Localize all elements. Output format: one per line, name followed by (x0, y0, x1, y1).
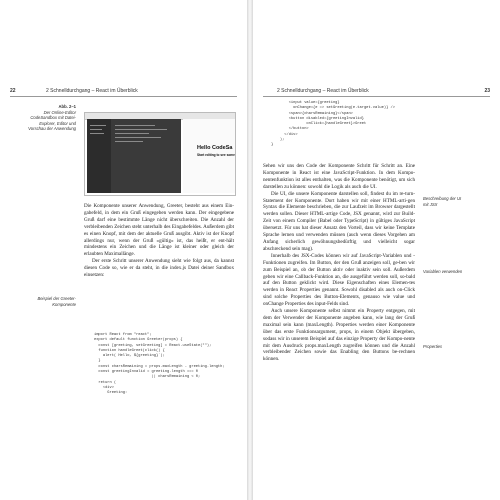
code-listing-left (94, 333, 225, 397)
code-line: alert( Hello, ${greeting}`); (94, 354, 165, 359)
code-line: <div> (94, 385, 114, 390)
editor-code-line (115, 141, 143, 142)
chapter-title: 2 Schnelldurchgang – React im Überblick (277, 88, 369, 94)
code-line: export default function Greeter(props) { (94, 338, 183, 343)
paragraph: Die Komponente unserer Anwendung, Greeter, besteht aus einem Ein-gabefeld, in dem ein Gruß eingegeben werden kann. Der eingegebene Gruß darf eine bestimmte Länge nicht überschreiten. Die Anzahl der verbleibenden Zeichen steht unterhalb des Eingabefeldes. Außerdem gibt es einen Knopf, mit dem der aktuelle Gruß ausgibt. Aktiv ist der Knopf allerdings nur, wenn der Gruß »gültig« ist, das heißt, er ent-hält mindestens ein Zeichen und die Länge ist kleiner oder gleich der erlaubten Maximallänge. (84, 203, 234, 258)
left-body-text (84, 203, 234, 279)
editor-code-line (115, 133, 149, 134)
sidenote-properties: Properties (423, 344, 443, 349)
sidenote-variables: Variablen verwenden (423, 269, 463, 274)
code-line: } (94, 359, 101, 364)
chapter-title: 2 Schnelldurchgang – React im Überblick (46, 88, 138, 94)
code-listing-right (271, 101, 395, 149)
explorer-line (90, 129, 102, 130)
left-page (0, 0, 247, 500)
preview-title: Hello CodeSa (197, 145, 233, 151)
code-line: } (271, 143, 274, 148)
paragraph: Auch unsere Komponente selbst nimmt ein Property entgegen, mit dem der Verwender der Komponente angeben kann, wie lang der Gruß maximal sein kann (maxLength). Properties werden einer Komponente über das erste Funktionsargument, props, in einem Objekt übergeben, sodass wir in unserem Beispiel auf das einzige Property der Kompo-nente mit dem Ausdruck props.maxLength zugreifen können und die Anzahl verbleibender Zeichen sowie das Enabling den Buttons be-rechnen können. (263, 308, 415, 363)
explorer-line (90, 133, 104, 134)
code-line: onClick={handleGreet}>Greet (271, 122, 367, 127)
page-number: 23 (484, 88, 490, 94)
code-line: ); (271, 138, 285, 143)
caption-line: Vorschau der Anwendung (28, 126, 76, 132)
figure-caption (10, 104, 76, 132)
right-body-text (263, 163, 415, 363)
code-line: import React from "react"; (94, 333, 152, 337)
code-line: onChange={e => setGreeting(e.target.value)} /> (271, 106, 395, 111)
paragraph: Die UI, die unsere Komponente darstellen soll, findest du im re-turn-Statement der Komponente. Dort haben wir mit einer HTML-arti-gen Syntax die Elemente beschrieben, die zur Laufzeit im Browser dargestellt werden sollen. Dieser HTML-artige Code, JSX genannt, wird zur Build-Zeit von einem Compiler (Babel oder TypeScript) in gültiges JavaScript übersetzt. Für uns hat dieser Ansatz den Vorteil, dass wir keine Template Sprache lernen und verwenden müssen (auch wenn dieses Vorgehen am Anfang sicherlich gewöhnungsbedürftig und vielleicht sogar abschreckend sein mag). (263, 190, 415, 252)
sidenote-jsx: Beschreibung der UI mit JSX (423, 196, 462, 207)
codesandbox-screenshot (84, 112, 236, 196)
right-page (253, 0, 500, 500)
code-line: <input value={greeting} (271, 101, 340, 105)
caption-line: Der Online-Editor (43, 109, 76, 115)
sidenote-greeter-example: Beispiel der Greeter- Komponente (37, 296, 76, 307)
code-line: <span>{charsRemaining}</span> (271, 111, 353, 116)
code-line: function handleGreet(click() { (94, 348, 165, 353)
paragraph: Innerhalb des JSX-Codes können wir auf JavaScript-Variablen und -Funktionen zugreifen. Im Button, der den Gruß anzeigen soll, ge-ben wir zum Beispiel an, ob der Button aktiv oder inaktiv sein soll. Außerdem geben wir eine Callback-Funktion an, die ausgeführt werden soll, so-bald auf den Button geklickt wird. Diese Eigenschaften eines Elemen-tes werden in React Properties genannt. Sowohl disabled als auch on-Click sind solche Properties des Button-Elements, genauso wie value und onChange Properties des input-Felds sind. (263, 252, 415, 308)
header-rule (10, 96, 237, 97)
code-line: <button disabled={greetingInvalid} (271, 116, 364, 121)
code-line: Greeting: (94, 391, 128, 396)
editor-code-line (115, 129, 167, 130)
code-line: </div> (271, 132, 298, 137)
figure-label: Abb. 2–1 (58, 104, 76, 109)
code-line: return ( (94, 380, 117, 385)
caption-line: Explorer, Editor und (39, 120, 76, 126)
paragraph: Sehen wir uns den Code der Komponente Schritt für Schritt an. Eine Komponente in React ist eine JavaScript-Funktion. In dem Kompo-nentenfunktion ist alles enthalten, was die Komponente benötigt, um sich darstellen zu können: sowohl die Logik als auch die UI. (263, 163, 415, 190)
editor-code-line (115, 125, 155, 126)
code-line: </button> (271, 127, 309, 132)
header-rule (263, 96, 490, 97)
page-number: 22 (10, 88, 16, 94)
caption-line: CodeSandbox mit Datei- (30, 115, 76, 121)
code-line: || charsRemaining < 0; (94, 375, 201, 380)
code-line: const greetingInvalid = greeting.length === 0 (94, 370, 199, 375)
explorer-line (90, 125, 106, 126)
code-line: const charsRemaining = props.maxLength - greeting.length; (94, 364, 225, 369)
editor-code-line (115, 137, 161, 138)
code-line: const [greeting, setGreeting] = React.useState(""); (94, 343, 212, 348)
preview-subtitle: Start editing to see some (197, 153, 235, 157)
paragraph: Der erste Schritt unserer Anwendung sieht wie folgt aus, da kannst diesen Code so, wie er da steht, in die index.js Datei deiner Sandbox einsetzen: (84, 258, 234, 279)
